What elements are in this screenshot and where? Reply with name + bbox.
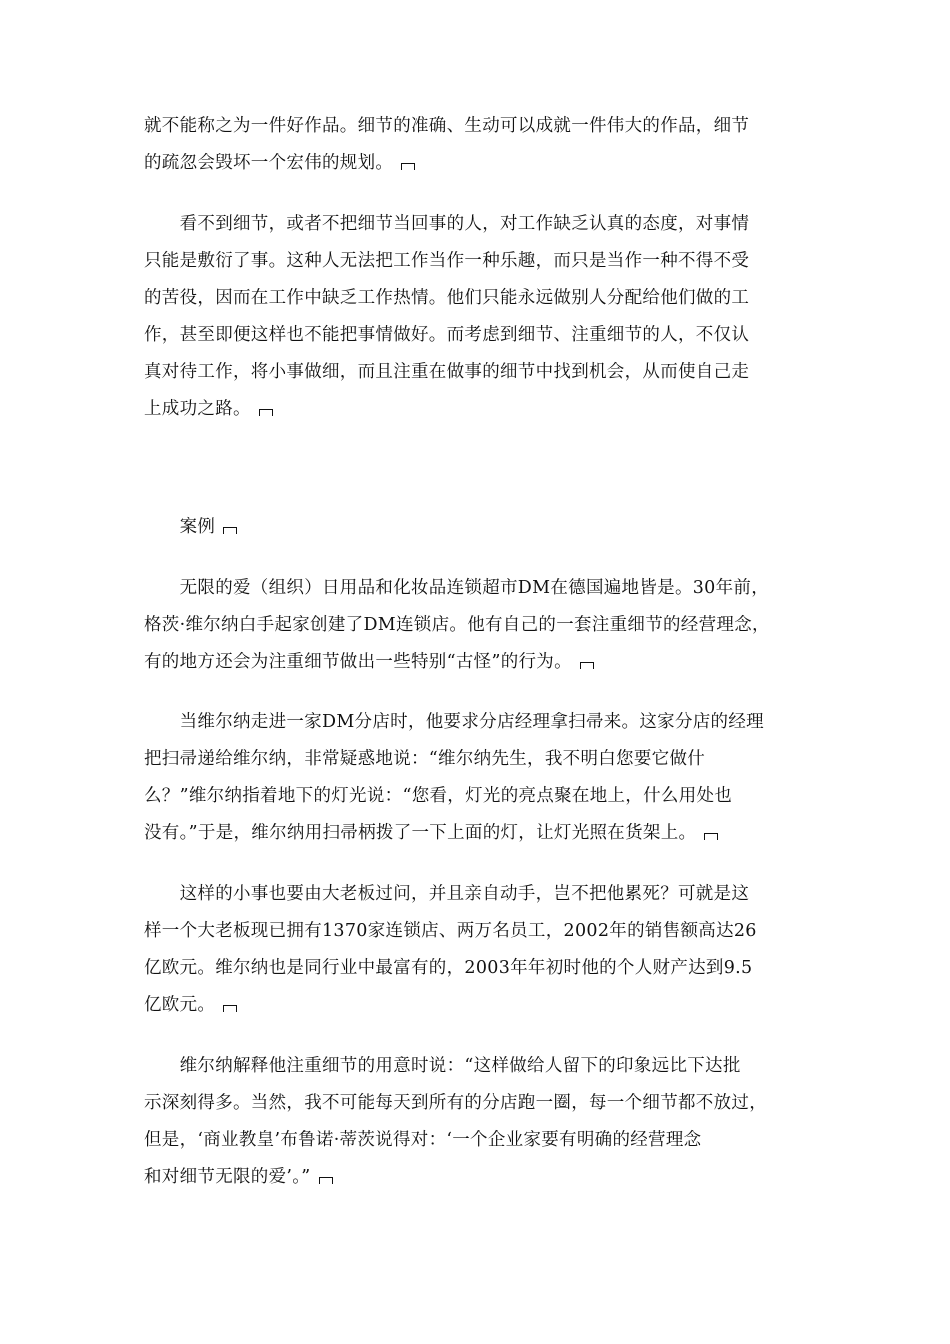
text-line: 和对细节无限的爱’。” [144,1167,311,1187]
text-line: 格茨·维尔纳白手起家创建了DM连锁店。他有自己的一套注重细节的经营理念， [144,615,770,635]
text-line: 样一个大老板现已拥有1370家连锁店、两万名员工，2002年的销售额高达26 [144,921,757,941]
paragraph-mark-icon [259,409,273,416]
text-line: 但是，‘商业教皇’布鲁诺·蒂茨说得对：‘一个企业家要有明确的经营理念 [144,1130,702,1150]
case-heading [144,509,809,546]
paragraph-mark-icon [401,163,415,170]
text-line: 只能是敷衍了事。这种人无法把工作当作一种乐趣，而只是当作一种不得不受 [144,251,750,271]
text-line: 上成功之路。 [144,399,251,419]
paragraph-mark-icon [319,1177,333,1184]
text-line: 亿欧元。 [144,995,216,1015]
paragraph-mark-icon [580,662,594,669]
paragraph-mark-icon [223,527,237,534]
text-line: 有的地方还会为注重细节做出一些特别“古怪”的行为。 [144,652,572,672]
text-line: 真对待工作，将小事做细，而且注重在做事的细节中找到机会，从而使自己走 [144,362,750,382]
paragraph-mark-icon [704,833,718,840]
paragraph-case-intro [144,570,809,681]
paragraph-werner-quote [144,1048,809,1196]
text-line: 示深刻得多。当然，我不可能每天到所有的分店跑一圈，每一个细节都不放过， [144,1093,767,1113]
paragraph-intro-end [144,108,809,182]
text-line: 的苦役，因而在工作中缺乏工作热情。他们只能永远做别人分配给他们做的工 [144,288,750,308]
text-line: 看不到细节，或者不把细节当回事的人，对工作缺乏认真的态度，对事情 [144,214,750,234]
text-line: 亿欧元。维尔纳也是同行业中最富有的，2003年年初时他的个人财产达到9.5 [144,958,753,978]
text-line: 就不能称之为一件好作品。细节的准确、生动可以成就一件伟大的作品，细节 [144,116,750,136]
section-heading: 案例 [144,517,216,537]
text-line: 无限的爱（组织）日用品和化妆品连锁超市DM在德国遍地皆是。30年前， [144,578,770,598]
text-line: 把扫帚递给维尔纳，非常疑惑地说：“维尔纳先生，我不明白您要它做什 [144,749,706,769]
paragraph-broom-story [144,704,809,852]
text-line: 的疏忽会毁坏一个宏伟的规划。 [144,153,394,173]
text-line: 作，甚至即便这样也不能把事情做好。而考虑到细节、注重细节的人，不仅认 [144,325,750,345]
text-line: 维尔纳解释他注重细节的用意时说：“这样做给人留下的印象远比下达批 [144,1056,741,1076]
paragraph-mark-icon [223,1005,237,1012]
text-line: 这样的小事也要由大老板过问，并且亲自动手，岂不把他累死？可就是这 [144,884,750,904]
text-line: 当维尔纳走进一家DM分店时，他要求分店经理拿扫帚来。这家分店的经理 [144,712,764,732]
paragraph-company-stats [144,876,809,1024]
text-line: 么？”维尔纳指着地下的灯光说：“您看，灯光的亮点聚在地上，什么用处也 [144,786,733,806]
text-line: 没有。”于是，维尔纳用扫帚柄拨了一下上面的灯，让灯光照在货架上。 [144,823,697,843]
paragraph-attention-to-detail [144,206,809,428]
